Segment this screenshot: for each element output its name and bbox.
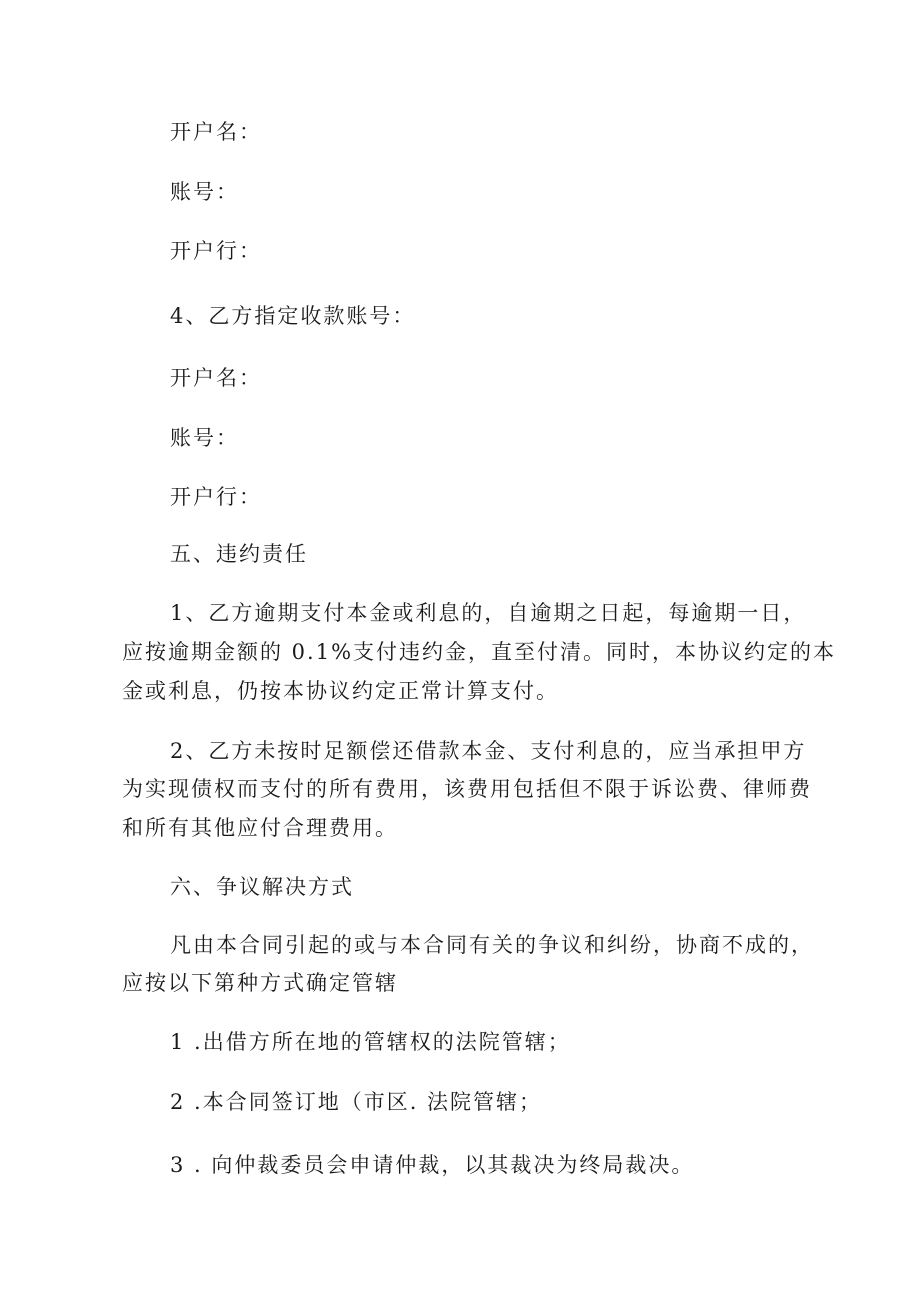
jurisdiction-option-1: 1 .出借方所在地的管辖权的法院管辖； <box>170 1030 571 1054</box>
section-6-heading: 六、争议解决方式 <box>170 875 354 899</box>
bank-label-1: 开户行： <box>170 239 262 263</box>
account-name-label-2: 开户名： <box>170 366 262 390</box>
clause-4-heading: 4、乙方指定收款账号： <box>170 304 416 328</box>
paragraph-line: 应按逾期金额的 0.1%支付违约金，直至付清。同时，本协议约定的本 <box>122 640 837 664</box>
paragraph-line: 金或利息，仍按本协议约定正常计算支付。 <box>122 679 559 703</box>
account-name-label-1: 开户名： <box>170 120 262 144</box>
account-number-label-1: 账号： <box>170 180 239 204</box>
paragraph-line: 凡由本合同引起的或与本合同有关的争议和纠纷，协商不成的， <box>170 933 814 957</box>
bank-label-2: 开户行： <box>170 485 262 509</box>
paragraph-line: 和所有其他应付合理费用。 <box>122 816 398 840</box>
jurisdiction-option-3: 3 . 向仲裁委员会申请仲裁，以其裁决为终局裁决。 <box>170 1153 695 1177</box>
paragraph-line: 1、乙方逾期支付本金或利息的，自逾期之日起，每逾期一日， <box>170 601 807 625</box>
section-5-heading: 五、违约责任 <box>170 542 308 566</box>
paragraph-line: 应按以下第种方式确定管辖 <box>122 971 398 995</box>
paragraph-line: 为实现债权而支付的所有费用，该费用包括但不限于诉讼费、律师费 <box>122 777 812 801</box>
jurisdiction-option-2: 2 .本合同签订地（市区. 法院管辖； <box>170 1090 543 1114</box>
paragraph-line: 2、乙方未按时足额偿还借款本金、支付利息的，应当承担甲方 <box>170 739 807 763</box>
account-number-label-2: 账号： <box>170 426 239 450</box>
